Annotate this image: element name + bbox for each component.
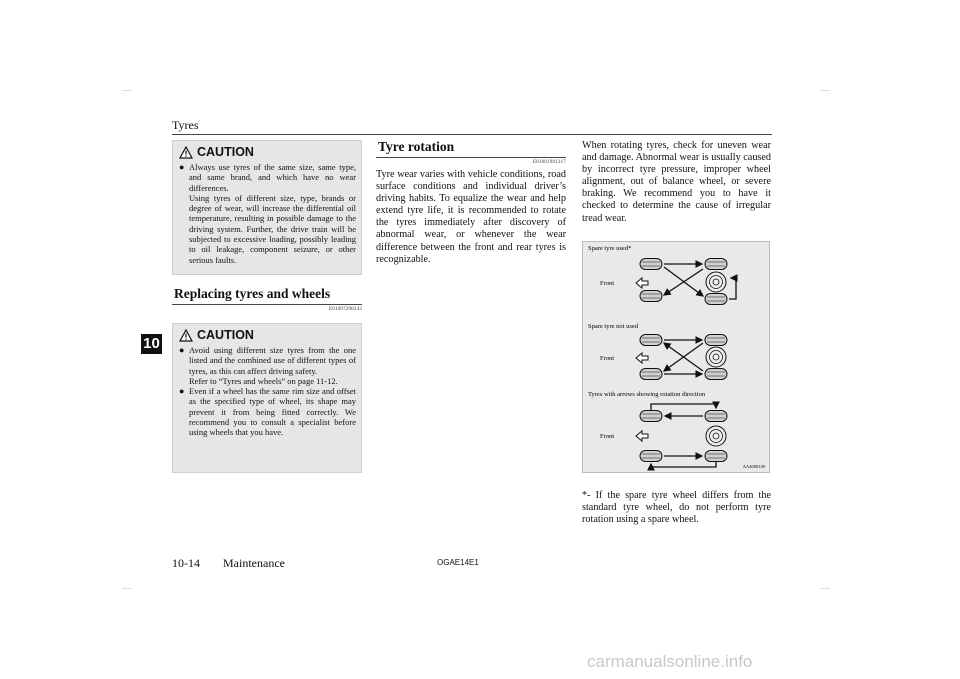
- caution-box: [172, 140, 362, 275]
- chapter-name: Maintenance: [223, 556, 285, 570]
- front-arrow-icon: [636, 278, 648, 288]
- front-label: Front: [600, 433, 615, 440]
- chapter-tab: 10: [141, 334, 162, 354]
- figure-label: Spare tyre used*: [588, 245, 632, 252]
- spare-tyre-icon: [706, 426, 726, 446]
- caution-header: [179, 328, 356, 342]
- figure-label: Spare tyre not used: [588, 323, 639, 330]
- tyre-icon: [640, 451, 662, 462]
- bullet-icon: ●: [179, 162, 185, 172]
- crop-mark: [122, 90, 132, 91]
- warning-icon: [179, 146, 193, 159]
- watermark: carmanualsonline.info: [587, 652, 753, 671]
- footnote: *- If the spare tyre wheel differs from the standard tyre wheel, do not perform tyre rotation using a spare wheel.: [582, 490, 771, 526]
- caution-list: [179, 162, 356, 265]
- section-rule: [172, 304, 362, 305]
- body-paragraph: When rotating tyres, check for uneven wear and damage. Abnormal wear is usually caused by incorrect tyre pressure, improper wheel alignment, out of balance wheel, or severe braking. We recommend you to have it checked to determine the cause of irregular tread wear.: [582, 140, 771, 224]
- page-number: 10-14: [172, 556, 200, 570]
- caution-title: CAUTION: [197, 328, 254, 342]
- front-arrow-icon: [636, 353, 648, 363]
- bullet-icon: ●: [179, 386, 185, 397]
- section-title: Tyre rotation: [378, 139, 455, 154]
- section-rule: [376, 157, 566, 158]
- spare-tyre-icon: [706, 347, 726, 367]
- rotation-diagram: [583, 242, 769, 472]
- warning-icon: [179, 329, 193, 342]
- spare-tyre-icon: [706, 272, 726, 292]
- tyre-icon: [705, 294, 727, 305]
- tyre-rotation-figure: [582, 241, 770, 473]
- crop-mark: [820, 90, 830, 91]
- tyre-icon: [640, 259, 662, 270]
- tyre-icon: [705, 451, 727, 462]
- caution-title: CAUTION: [197, 145, 254, 159]
- caution-box: [172, 323, 362, 473]
- figure-label: Tyres with arrows showing rotation direction: [588, 391, 706, 398]
- tyre-icon: [640, 335, 662, 346]
- tyre-icon: [640, 411, 662, 422]
- body-paragraph: Tyre wear varies with vehicle conditions, road surface conditions and individual driver’s driving habits. To equalize the wear and help extend tyre life, it is recommended to rotate the tyres immediately after discovery of abnormal wear, or whenever the wear difference between the front and rear tyres is recognizable.: [376, 169, 566, 265]
- crop-mark: [122, 588, 132, 589]
- section-code: E01007200243: [329, 307, 362, 312]
- caution-header: [179, 145, 356, 159]
- list-item: ● Avoid using different size tyres from the one listed and the combined use of different types of tyres, as this can affect driving safety. Refer to “Tyres and wheels” on page 11-12.: [179, 345, 356, 386]
- list-item: ● Always use tyres of the same size, same type, and same brand, and which have no wear differences. Using tyres of different size, type, brands or degree of wear, will increase the differential oil temperature, resulting in possible damage to the driving system. Further, the drive train will be subjected to excessive loading, possibly leading to oil leakage, component seizure, or other serious faults.: [179, 162, 356, 265]
- tyre-icon: [640, 369, 662, 380]
- section-title: Replacing tyres and wheels: [174, 286, 331, 301]
- running-header: Tyres: [172, 118, 199, 132]
- front-arrow-icon: [636, 431, 648, 441]
- front-label: Front: [600, 280, 615, 287]
- section-code: E01001901317: [533, 160, 566, 165]
- header-rule: [172, 134, 772, 135]
- tyre-icon: [705, 411, 727, 422]
- caution-list: [179, 345, 356, 438]
- crop-mark: [820, 588, 830, 589]
- bullet-icon: ●: [179, 345, 185, 355]
- document-code: OGAE14E1: [437, 558, 479, 567]
- tyre-icon: [705, 335, 727, 346]
- tyre-icon: [705, 259, 727, 270]
- figure-code: AA4000149: [742, 464, 765, 469]
- list-item: ● Even if a wheel has the same rim size and offset as the specified type of wheel, its shape may prevent it from being fitted correctly. We recommend you to consult a specialist before using wheels that you have.: [179, 386, 356, 438]
- front-label: Front: [600, 355, 615, 362]
- tyre-icon: [640, 291, 662, 302]
- tyre-icon: [705, 369, 727, 380]
